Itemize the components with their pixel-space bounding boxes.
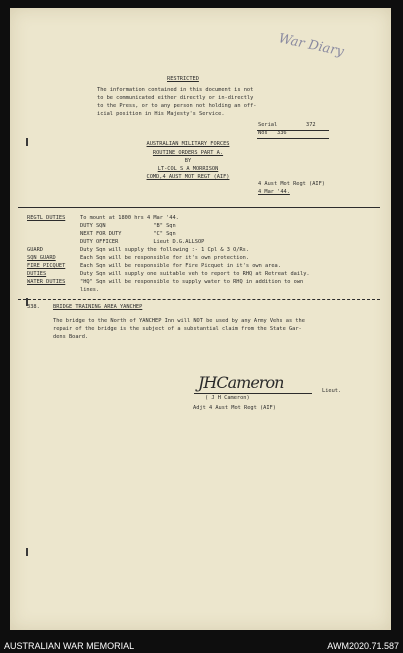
serial-underline bbox=[257, 130, 329, 131]
war-diary-annotation: War Diary bbox=[277, 31, 346, 60]
duty-text: To mount at 1800 hrs 4 Mar '44. bbox=[80, 215, 179, 221]
duty-text: DUTY SQN "B" Sqn bbox=[80, 223, 176, 229]
duty-text: Each Sqn will be responsible for Fire Picquet in it's own area. bbox=[80, 263, 281, 269]
duty-text: "HQ" Sqn will be responsible to supply water to RHQ in addition to own bbox=[80, 279, 304, 285]
duty-text: Each Sqn will be responsible for it's own protection. bbox=[80, 255, 250, 261]
signatory-title: Adjt 4 Aust Mot Regt (AIF) bbox=[193, 405, 276, 411]
duty-label: FIRE PICQUET bbox=[27, 263, 66, 269]
duty-text: lines. bbox=[80, 287, 100, 293]
binder-hole-mark bbox=[26, 548, 28, 556]
officer-heading: LT-COL S A MORRISON bbox=[157, 166, 219, 172]
item-body-line: repair of the bridge is the subject of a substantial claim from the State Gar- bbox=[53, 326, 302, 332]
duty-label: REGTL DUTIES bbox=[27, 215, 66, 221]
orders-heading: ROUTINE ORDERS PART A. bbox=[152, 150, 224, 156]
item-title: BRIDGE TRAINING AREA YANCHEP bbox=[53, 304, 143, 310]
command-heading: COMD,4 AUST MOT REGT (AIF) bbox=[146, 174, 230, 180]
notice-line: to the Press, or to any person not holding an off- bbox=[97, 103, 257, 109]
section-divider bbox=[18, 207, 380, 208]
archive-reference: AWM2020.71.587 bbox=[327, 641, 399, 651]
nos-value: 336 bbox=[277, 130, 287, 136]
notice-line: to be communicated either directly or in-directly bbox=[97, 95, 254, 101]
duty-label: WATER DUTIES bbox=[27, 279, 66, 285]
binder-hole-mark bbox=[26, 138, 28, 146]
duty-label: SQN GUARD bbox=[27, 255, 56, 261]
serial-label: Serial bbox=[258, 122, 278, 128]
document-page bbox=[10, 8, 391, 630]
duty-label: DUTIES bbox=[27, 271, 47, 277]
signature-line bbox=[194, 393, 312, 394]
unit-name: 4 Aust Mot Regt (AIF) bbox=[258, 181, 325, 187]
item-body-line: dens Board. bbox=[53, 334, 89, 340]
section-divider bbox=[18, 299, 380, 300]
signatory-rank: Lieut. bbox=[322, 388, 342, 394]
by-heading: BY bbox=[184, 158, 192, 164]
duty-text: Duty Sqn will supply the following :- 1 Cpl & 3 O/Rs. bbox=[80, 247, 250, 253]
serial-value: 372 bbox=[306, 122, 316, 128]
item-number: 338. bbox=[27, 304, 40, 310]
duty-text: Duty Sqn will supply one suitable veh to report to RHQ at Retreat daily. bbox=[80, 271, 310, 277]
handwritten-signature: JHCameron bbox=[198, 373, 284, 392]
duty-text: DUTY OFFICER Lieut D.G.ALLSOP bbox=[80, 239, 205, 245]
restricted-heading: RESTRICTED bbox=[167, 76, 199, 82]
notice-line: The information contained in this document is not bbox=[97, 87, 254, 93]
duty-text: NEXT FOR DUTY "C" Sqn bbox=[80, 231, 176, 237]
order-date: 4 Mar '44. bbox=[258, 189, 290, 195]
archive-credit: AUSTRALIAN WAR MEMORIAL bbox=[4, 641, 135, 651]
item-body-line: The bridge to the North of YANCHEP Inn will NOT be used by any Army Vehs as the bbox=[53, 318, 305, 324]
signatory-name: ( J H Cameron) bbox=[205, 395, 250, 401]
duty-label: GUARD bbox=[27, 247, 43, 253]
org-heading: AUSTRALIAN MILITARY FORCES bbox=[146, 141, 230, 147]
nos-label: Nos bbox=[258, 130, 268, 136]
notice-line: icial position in His Majesty's Service. bbox=[97, 111, 225, 117]
nos-underline bbox=[257, 138, 329, 139]
